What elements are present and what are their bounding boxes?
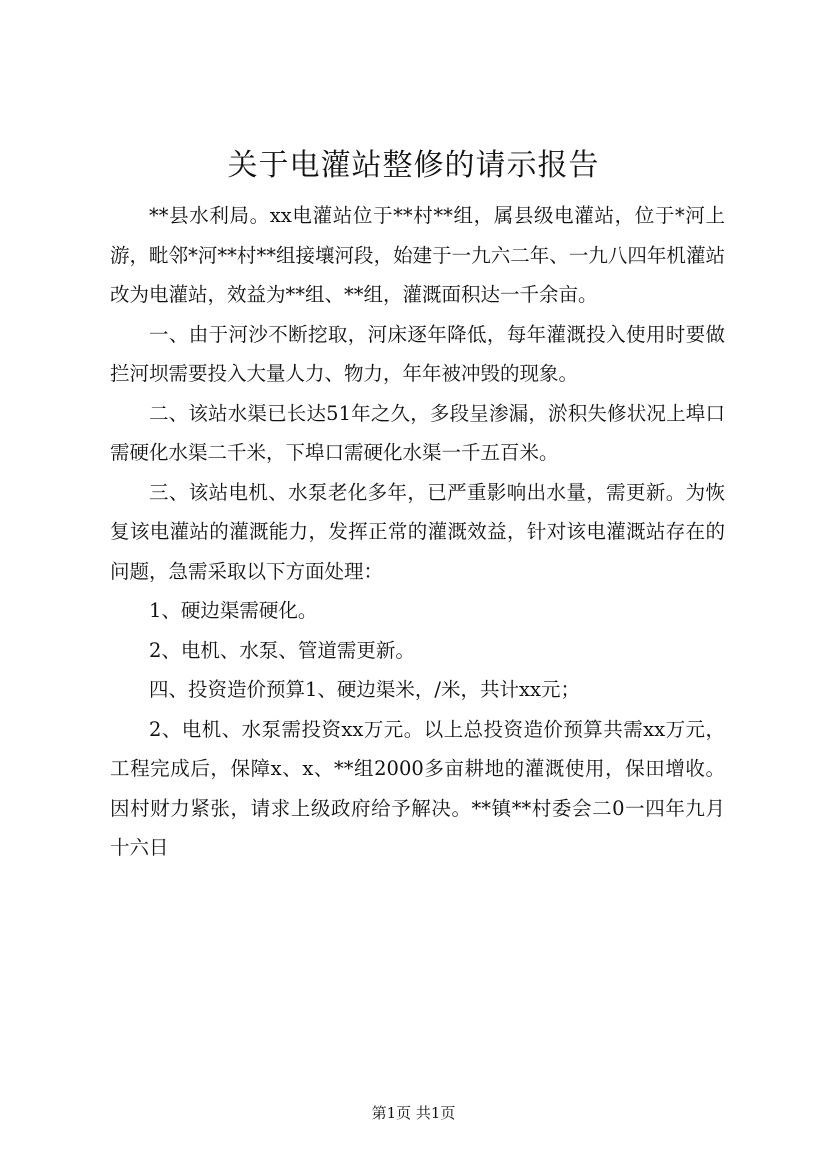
paragraph-item-four: 四、投资造价预算1、硬边渠米，/米，共计xx元； — [149, 678, 580, 701]
paragraph-intro: **县水利局。xx电灌站位于**村**组，属县级电灌站，位于*河上游，毗邻*河**村**组接壤河段，始建于一九六二年、一九八四年机灌站改为电灌站，效益为**组、**组，灌溉面积达一千余亩。 — [110, 204, 725, 306]
document-body — [110, 196, 725, 868]
paragraph-measure-2: 2、电机、水泵、管道需更新。 — [149, 638, 415, 662]
page-number-label: 第1页 共1页 — [371, 1104, 456, 1122]
document-title: 关于电灌站整修的请示报告 — [227, 148, 600, 183]
page-footer — [0, 1103, 827, 1123]
paragraph-item-three: 三、该站电机、水泵老化多年，已严重影响出水量，需更新。为恢复该电灌站的灌溉能力，发挥正常的灌溉效益，针对该电灌溉站存在的问题，急需采取以下方面处理： — [110, 480, 725, 583]
paragraph-conclusion: 2、电机、水泵需投资xx万元。以上总投资造价预算共需xx万元，工程完成后，保障x、x、**组2000多亩耕地的灌溉使用，保田增收。因村财力紧张，请求上级政府给予解决。**镇**村委会二0一四年九月十六日 — [110, 717, 725, 859]
paragraph-measure-1: 1、硬边渠需硬化。 — [149, 599, 318, 622]
paragraph-item-two: 二、该站水渠已长达51年之久，多段呈渗漏，淤积失修状况上埠口需硬化水渠二千米，下埠口需硬化水渠一千五百米。 — [110, 401, 725, 464]
paragraph-item-one: 一、由于河沙不断挖取，河床逐年降低，每年灌溉投入使用时要做拦河坝需要投入大量人力、物力，年年被冲毁的现象。 — [110, 322, 725, 385]
